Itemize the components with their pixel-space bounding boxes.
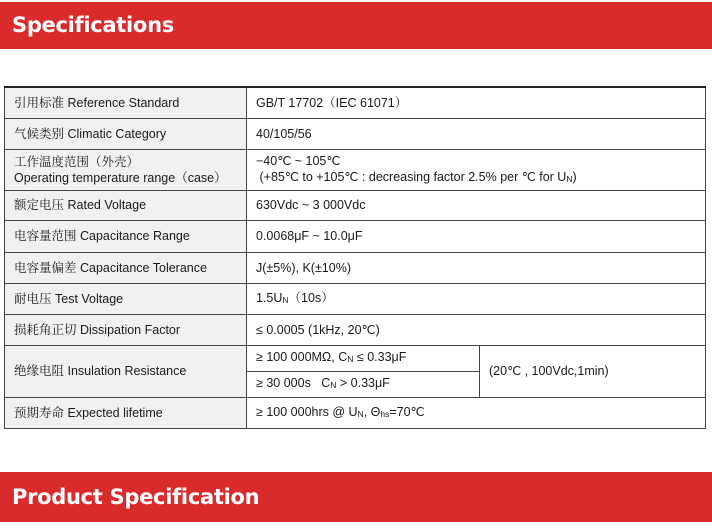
section-title: Product Specification: [12, 485, 260, 509]
row-value-climatic-category: 40/105/56: [247, 118, 706, 149]
row-label-reference-standard: 引用标准 Reference Standard: [5, 87, 247, 118]
table-row: [5, 345, 706, 371]
row-label-insulation-resistance: 绝缘电阻 Insulation Resistance: [5, 345, 247, 397]
row-value-insulation-condition: (20℃ , 100Vdc,1min): [480, 345, 706, 397]
row-value-dissipation-factor: ≤ 0.0005 (1kHz, 20℃): [247, 314, 706, 345]
table-row: [5, 190, 706, 220]
row-label-capacitance-tolerance: 电容量偏差 Capacitance Tolerance: [5, 252, 247, 283]
row-label-operating-temperature: 工作温度范围（外壳） Operating temperature range（case）: [5, 149, 247, 190]
section-title: Specifications: [12, 13, 174, 37]
row-label-expected-lifetime: 预期寿命 Expected lifetime: [5, 397, 247, 428]
row-value-capacitance-tolerance: J(±5%), K(±10%): [247, 252, 706, 283]
table-row: [5, 252, 706, 283]
table-row: [5, 87, 706, 118]
table-row: [5, 283, 706, 314]
row-label-test-voltage: 耐电压 Test Voltage: [5, 283, 247, 314]
table-row: [5, 118, 706, 149]
specifications-banner: [0, 2, 712, 49]
specifications-table: [4, 86, 706, 429]
row-value-capacitance-range: 0.0068μF ~ 10.0μF: [247, 220, 706, 252]
row-label-capacitance-range: 电容量范围 Capacitance Range: [5, 220, 247, 252]
row-value-test-voltage: $1.5U_N(10s)$: [247, 283, 706, 314]
row-label-dissipation-factor: 损耗角正切 Dissipation Factor: [5, 314, 247, 345]
table-row: [5, 397, 706, 428]
table-row: [5, 314, 706, 345]
row-value-operating-temperature: −40℃ ~ 105℃ (+85℃ to +105℃ : decreasing factor 2.5% per ℃ for $U_N$): [247, 149, 706, 190]
row-label-climatic-category: 气候类别 Climatic Category: [5, 118, 247, 149]
product-specification-banner: [0, 472, 712, 522]
table-row: [5, 149, 706, 190]
table-row: [5, 220, 706, 252]
row-value-expected-lifetime: ≥ 100 000hrs @ $U_N$, $\Theta_{hs}=70℃$: [247, 397, 706, 428]
row-value-insulation-resistance-b: ≥ 30 000s $C_N > 0.33\mu F$: [247, 371, 480, 397]
row-value-reference-standard: GB/T 17702（IEC 61071）: [247, 87, 706, 118]
row-label-rated-voltage: 额定电压 Rated Voltage: [5, 190, 247, 220]
row-value-rated-voltage: 630Vdc ~ 3 000Vdc: [247, 190, 706, 220]
row-value-insulation-resistance-a: ≥ 100 000MΩ, $C_N \le 0.33\mu F$: [247, 345, 480, 371]
